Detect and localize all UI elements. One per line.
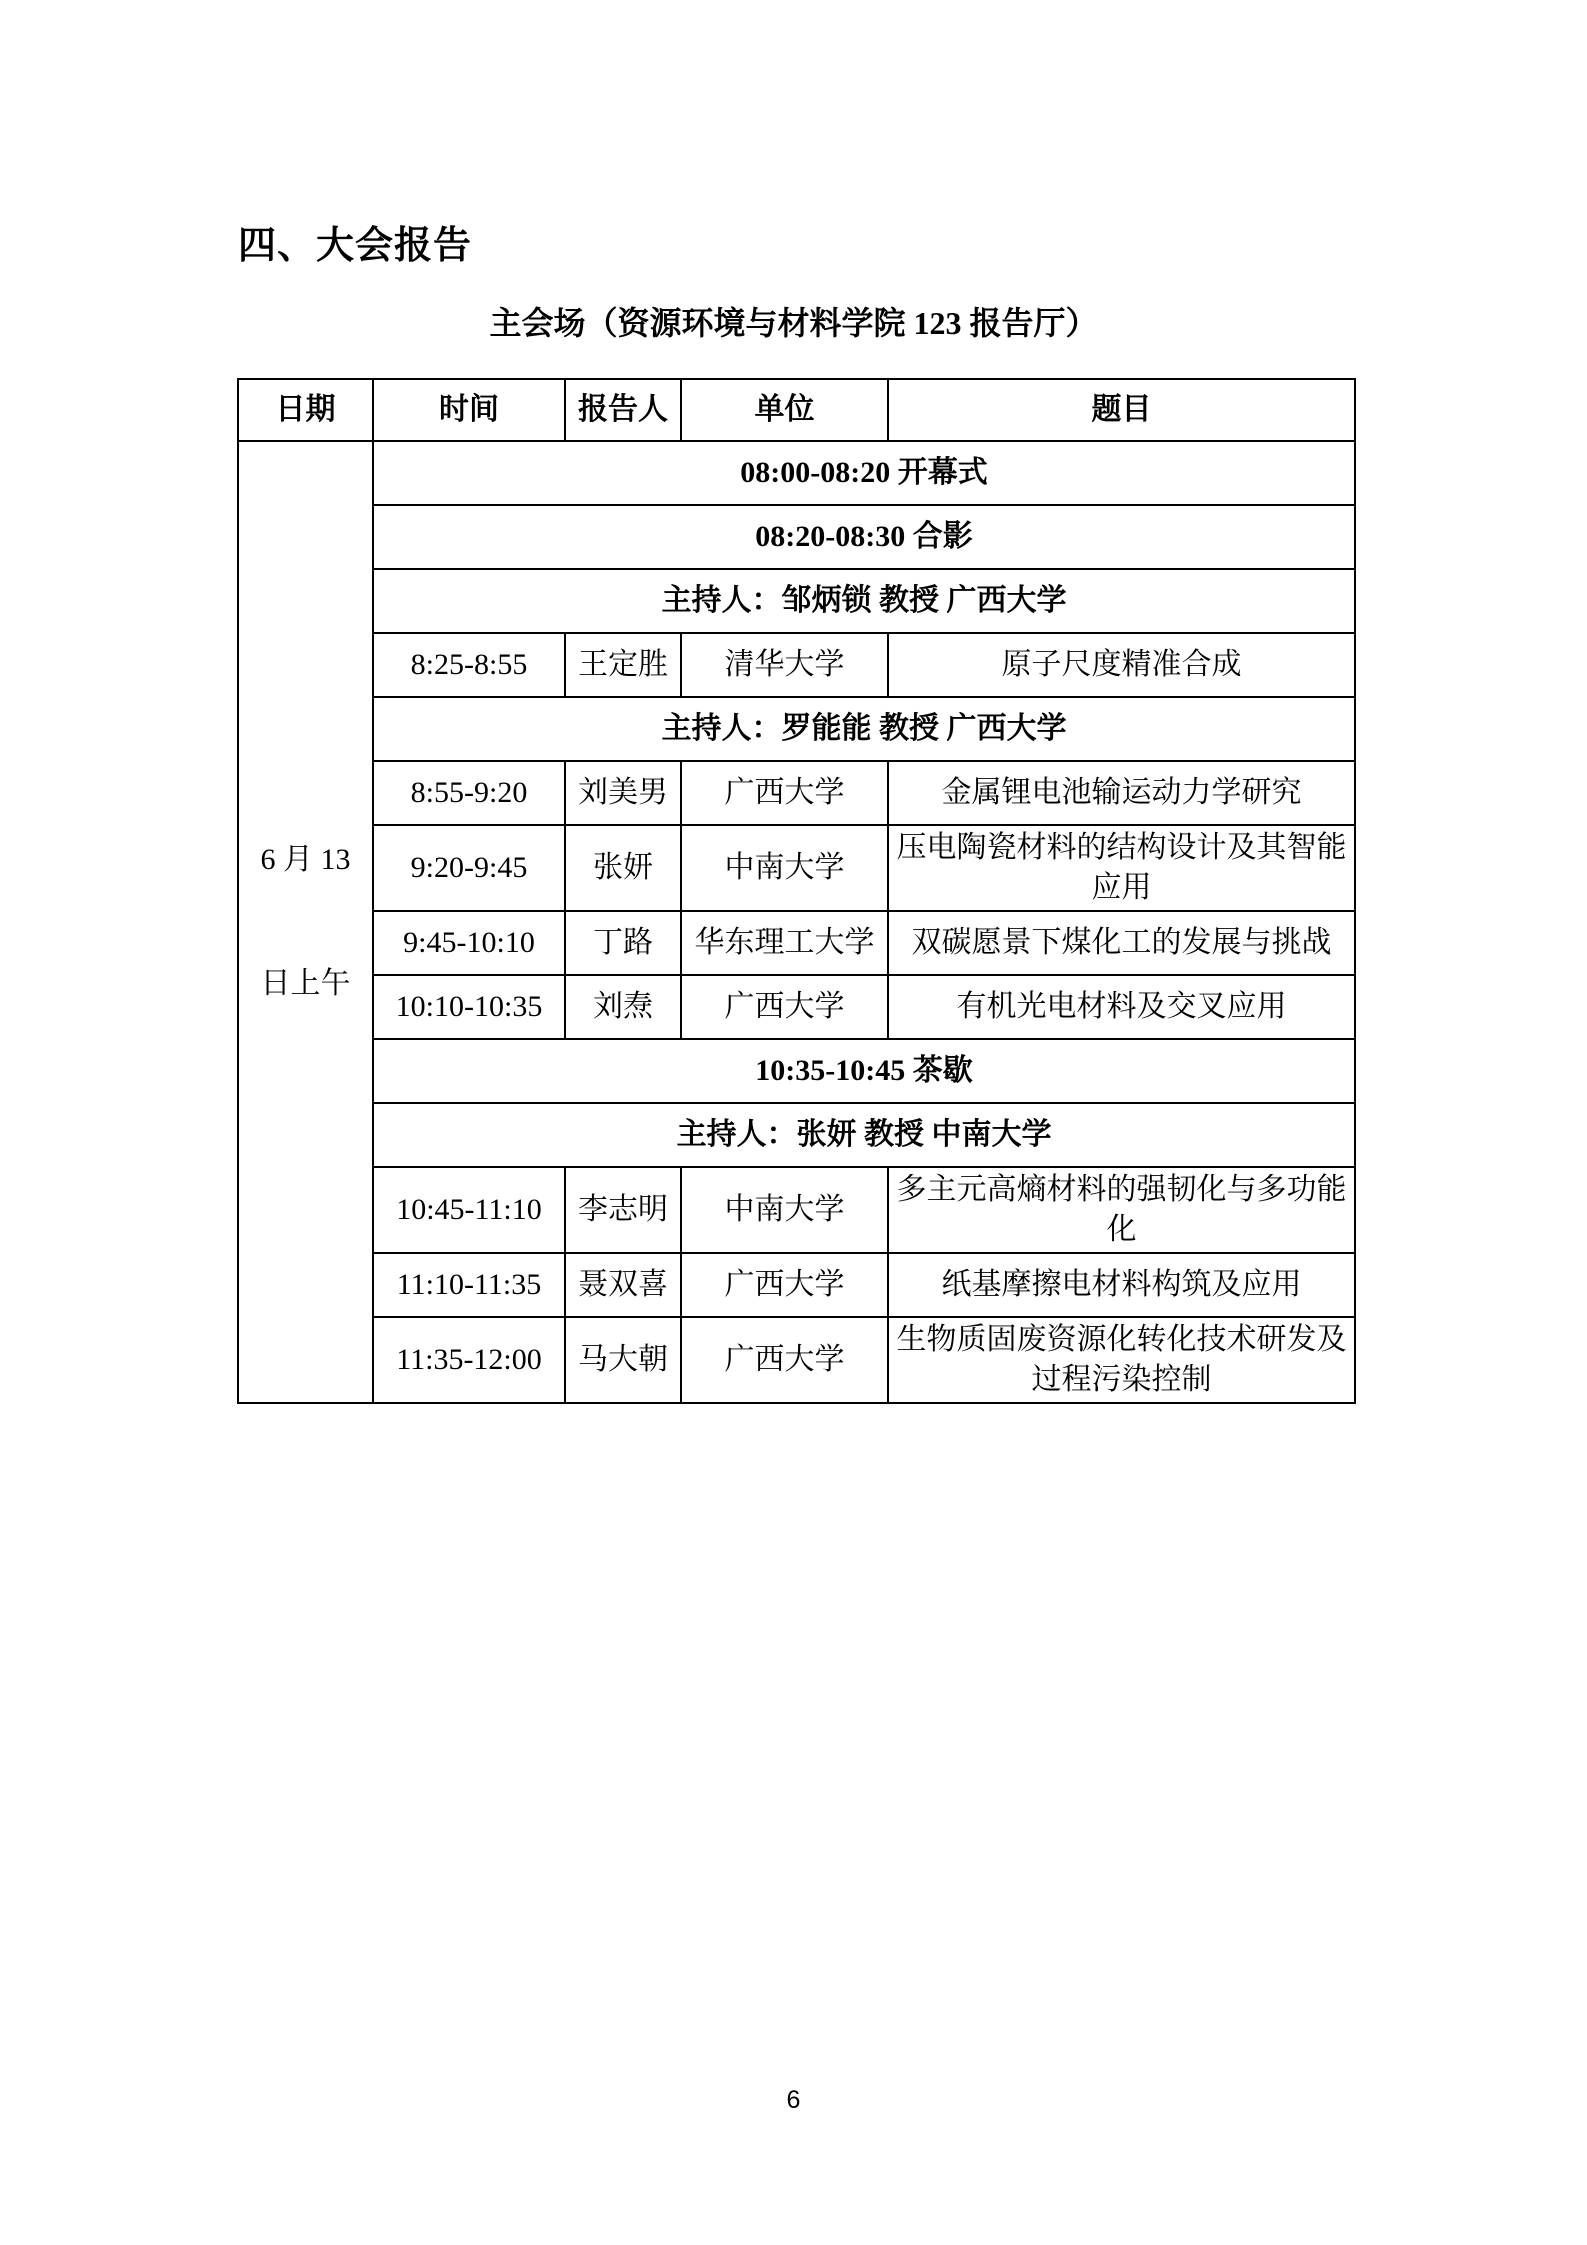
time-cell: 8:55-9:20 xyxy=(373,761,565,825)
title-cell: 纸基摩擦电材料构筑及应用 xyxy=(888,1253,1355,1317)
table-title: 主会场（资源环境与材料学院 123 报告厅） xyxy=(489,305,1098,341)
speaker-cell: 王定胜 xyxy=(565,633,681,697)
speaker-cell: 刘焘 xyxy=(565,975,681,1039)
span-cell: 08:20-08:30 合影 xyxy=(373,505,1355,569)
title-cell: 双碳愿景下煤化工的发展与挑战 xyxy=(888,911,1355,975)
time-cell: 11:35-12:00 xyxy=(373,1317,565,1403)
header-cell-title: 题目 xyxy=(888,379,1355,441)
schedule-table xyxy=(237,378,1356,1404)
date-cell xyxy=(238,441,373,1403)
time-cell: 10:10-10:35 xyxy=(373,975,565,1039)
title-cell: 有机光电材料及交叉应用 xyxy=(888,975,1355,1039)
span-cell: 主持人：邹炳锁 教授 广西大学 xyxy=(373,569,1355,633)
title-cell: 压电陶瓷材料的结构设计及其智能应用 xyxy=(888,825,1355,911)
speaker-cell: 李志明 xyxy=(565,1167,681,1253)
table-row xyxy=(238,911,1355,975)
affiliation-cell: 广西大学 xyxy=(681,1317,888,1403)
affiliation-cell: 广西大学 xyxy=(681,1253,888,1317)
page-number: 6 xyxy=(786,2086,801,2114)
section-title: 四、大会报告 xyxy=(238,225,473,267)
schedule-table-container xyxy=(237,378,1356,1404)
span-cell: 主持人：罗能能 教授 广西大学 xyxy=(373,697,1355,761)
table-row-span xyxy=(238,569,1355,633)
affiliation-cell: 中南大学 xyxy=(681,1167,888,1253)
date-line-2: 日上午 xyxy=(260,967,351,1000)
table-row-span xyxy=(238,441,1355,505)
affiliation-cell: 清华大学 xyxy=(681,633,888,697)
speaker-cell: 刘美男 xyxy=(565,761,681,825)
header-row xyxy=(238,379,1355,441)
table-row-span xyxy=(238,505,1355,569)
time-cell: 9:20-9:45 xyxy=(373,825,565,911)
table-row xyxy=(238,761,1355,825)
title-cell: 金属锂电池输运动力学研究 xyxy=(888,761,1355,825)
speaker-cell: 马大朝 xyxy=(565,1317,681,1403)
header-cell-date: 日期 xyxy=(238,379,373,441)
speaker-cell: 张妍 xyxy=(565,825,681,911)
date-line-1: 6 月 13 xyxy=(260,843,351,876)
table-row xyxy=(238,1167,1355,1253)
time-cell: 10:45-11:10 xyxy=(373,1167,565,1253)
header-cell-time: 时间 xyxy=(373,379,565,441)
table-row xyxy=(238,1253,1355,1317)
table-row xyxy=(238,633,1355,697)
table-row-span xyxy=(238,697,1355,761)
title-cell: 生物质固废资源化转化技术研发及过程污染控制 xyxy=(888,1317,1355,1403)
affiliation-cell: 广西大学 xyxy=(681,761,888,825)
table-row xyxy=(238,975,1355,1039)
header-cell-affiliation: 单位 xyxy=(681,379,888,441)
speaker-cell: 聂双喜 xyxy=(565,1253,681,1317)
header-cell-speaker: 报告人 xyxy=(565,379,681,441)
table-row-span xyxy=(238,1103,1355,1167)
table-row xyxy=(238,1317,1355,1403)
table-row xyxy=(238,825,1355,911)
span-cell: 10:35-10:45 茶歇 xyxy=(373,1039,1355,1103)
time-cell: 9:45-10:10 xyxy=(373,911,565,975)
span-cell: 主持人：张妍 教授 中南大学 xyxy=(373,1103,1355,1167)
table-row-span xyxy=(238,1039,1355,1103)
span-cell: 08:00-08:20 开幕式 xyxy=(373,441,1355,505)
speaker-cell: 丁路 xyxy=(565,911,681,975)
affiliation-cell: 华东理工大学 xyxy=(681,911,888,975)
title-cell: 多主元高熵材料的强韧化与多功能化 xyxy=(888,1167,1355,1253)
time-cell: 8:25-8:55 xyxy=(373,633,565,697)
title-cell: 原子尺度精准合成 xyxy=(888,633,1355,697)
affiliation-cell: 中南大学 xyxy=(681,825,888,911)
time-cell: 11:10-11:35 xyxy=(373,1253,565,1317)
affiliation-cell: 广西大学 xyxy=(681,975,888,1039)
